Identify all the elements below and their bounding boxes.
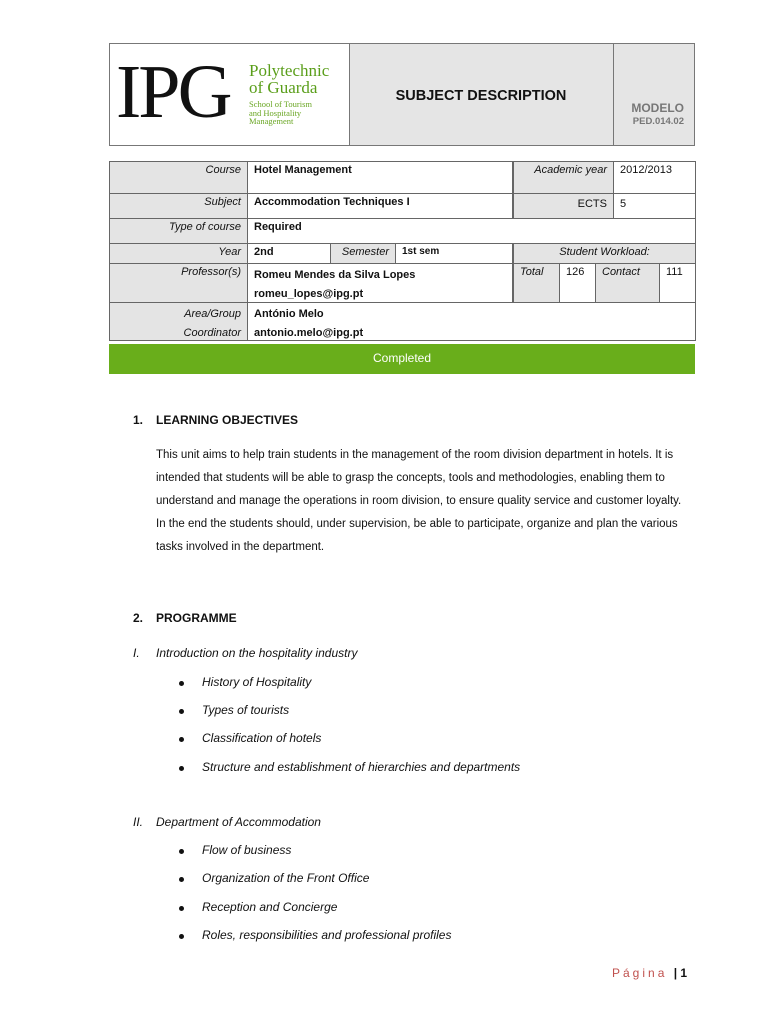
contact-value: 111 (659, 263, 696, 303)
list-item: Roles, responsibilities and professional profiles (202, 928, 452, 942)
ects-value: 5 (613, 193, 696, 219)
ects-label: ECTS (513, 193, 614, 219)
document-header (109, 43, 695, 146)
coordinator-name: António Melo (254, 308, 324, 320)
part2-title: Department of Accommodation (156, 815, 321, 829)
list-item: Classification of hotels (202, 731, 322, 745)
bullet-icon (179, 681, 184, 686)
type-value: Required (247, 218, 696, 244)
status-banner: Completed (109, 344, 695, 374)
course-label: Course (109, 161, 248, 194)
professor-email[interactable]: romeu_lopes@ipg.pt (254, 288, 364, 300)
list-item: Organization of the Front Office (202, 871, 370, 885)
list-item: Structure and establishment of hierarchies and departments (202, 760, 521, 774)
bullet-icon (179, 906, 184, 911)
professor-label: Professor(s) (109, 263, 248, 303)
list-item: History of Hospitality (202, 675, 312, 689)
workload-label: Student Workload: (513, 243, 696, 264)
logo-mark: IPG (116, 50, 230, 134)
coordinator-value (247, 302, 696, 341)
school-name: School of Tourism and Hospitality Management (249, 99, 312, 126)
area-coordinator-label: Area/Group Coordinator (109, 302, 248, 341)
section1-number: 1. (133, 413, 144, 427)
total-label: Total (513, 263, 560, 303)
professor-name: Romeu Mendes da Silva Lopes (254, 269, 416, 281)
institution-logo (110, 44, 350, 145)
year-label: Year (109, 243, 248, 264)
list-item: Flow of business (202, 843, 292, 857)
subject-value: Accommodation Techniques I (247, 193, 513, 219)
page-label: Página (612, 966, 668, 980)
total-value: 126 (559, 263, 596, 303)
part1-numeral: I. (133, 646, 140, 660)
academic-year-value: 2012/2013 (613, 161, 696, 194)
list-item: Types of tourists (202, 703, 290, 717)
list-item: Reception and Concierge (202, 900, 338, 914)
coordinator-email[interactable]: antonio.melo@ipg.pt (254, 327, 364, 339)
bullet-icon (179, 849, 184, 854)
bullet-icon (179, 709, 184, 714)
learning-objectives-text: This unit aims to help train students in the management of the room division department in hotels. It is intended that students will be able to grasp the concepts, tools and methodologies, enabling them to understand and manage the operations in room division, to ensure quality service and customer loyalty. In the end the students should, under supervision, be able to participate, organize and plan the various tasks involved in the department. (156, 449, 682, 553)
bullet-icon (179, 766, 184, 771)
bullet-icon (179, 877, 184, 882)
page-footer: Página | 1 (612, 966, 688, 980)
part2-numeral: II. (133, 815, 144, 829)
academic-year-label: Academic year (513, 161, 614, 194)
course-value: Hotel Management (247, 161, 513, 194)
title-cell (349, 44, 614, 145)
form-code: PED.014.02 (632, 116, 684, 127)
document-title: SUBJECT DESCRIPTION (395, 88, 567, 104)
section2-title: PROGRAMME (156, 611, 237, 625)
contact-label: Contact (595, 263, 660, 303)
professor-value (247, 263, 513, 303)
institution-name: Polytechnic of Guarda (249, 61, 330, 97)
year-value: 2nd (247, 243, 331, 264)
bullet-icon (179, 737, 184, 742)
semester-value: 1st sem (395, 243, 513, 264)
subject-label: Subject (109, 193, 248, 219)
form-label: MODELO (631, 101, 684, 115)
semester-label: Semester (330, 243, 396, 264)
section2-number: 2. (133, 611, 144, 625)
type-label: Type of course (109, 218, 248, 244)
bullet-icon (179, 934, 184, 939)
part1-title: Introduction on the hospitality industry (156, 646, 358, 660)
page-number: 1 (680, 966, 688, 980)
section1-title: LEARNING OBJECTIVES (156, 413, 299, 427)
